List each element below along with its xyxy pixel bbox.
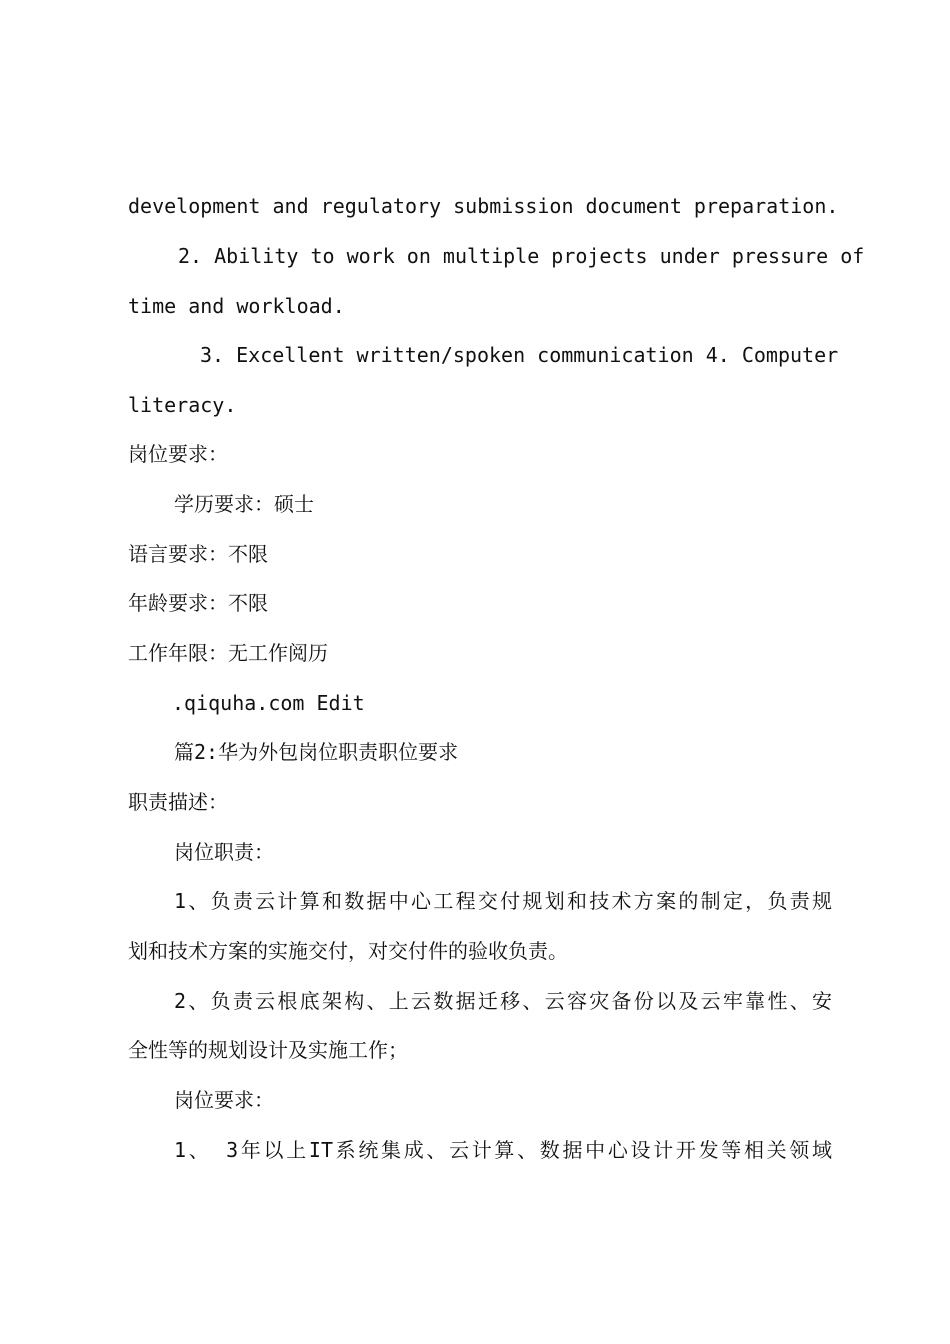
section-heading: 岗位要求： [128, 442, 228, 466]
text-line: 工作年限：无工作阅历 [128, 641, 328, 665]
text-line: 1、 3年以上IT系统集成、云计算、数据中心设计开发等相关领域 [174, 1138, 832, 1162]
section-heading: 岗位职责： [174, 840, 274, 864]
text-line: 3. Excellent written/spoken communication 4. Computer [200, 343, 839, 367]
text-line: time and workload. [128, 294, 345, 318]
text-line: 语言要求：不限 [128, 542, 268, 566]
text-line: .qiquha.com Edit [172, 691, 365, 715]
text-line: 全性等的规划设计及实施工作； [128, 1038, 408, 1062]
text-line: 2. Ability to work on multiple projects under pressure of [178, 244, 865, 268]
text-line: 划和技术方案的实施交付，对交付件的验收负责。 [128, 939, 568, 963]
text-line: 年龄要求：不限 [128, 591, 268, 615]
text-line: 1、负责云计算和数据中心工程交付规划和技术方案的制定，负责规 [174, 889, 832, 913]
article-title: 篇2:华为外包岗位职责职位要求 [174, 740, 459, 764]
text-line: development and regulatory submission document preparation. [128, 194, 839, 218]
text-line: 2、负责云根底架构、上云数据迁移、云容灾备份以及云牢靠性、安 [174, 989, 832, 1013]
section-heading: 岗位要求： [174, 1088, 274, 1112]
text-line: literacy. [128, 393, 237, 417]
text-line: 学历要求：硕士 [174, 492, 314, 516]
section-heading: 职责描述： [128, 790, 228, 814]
